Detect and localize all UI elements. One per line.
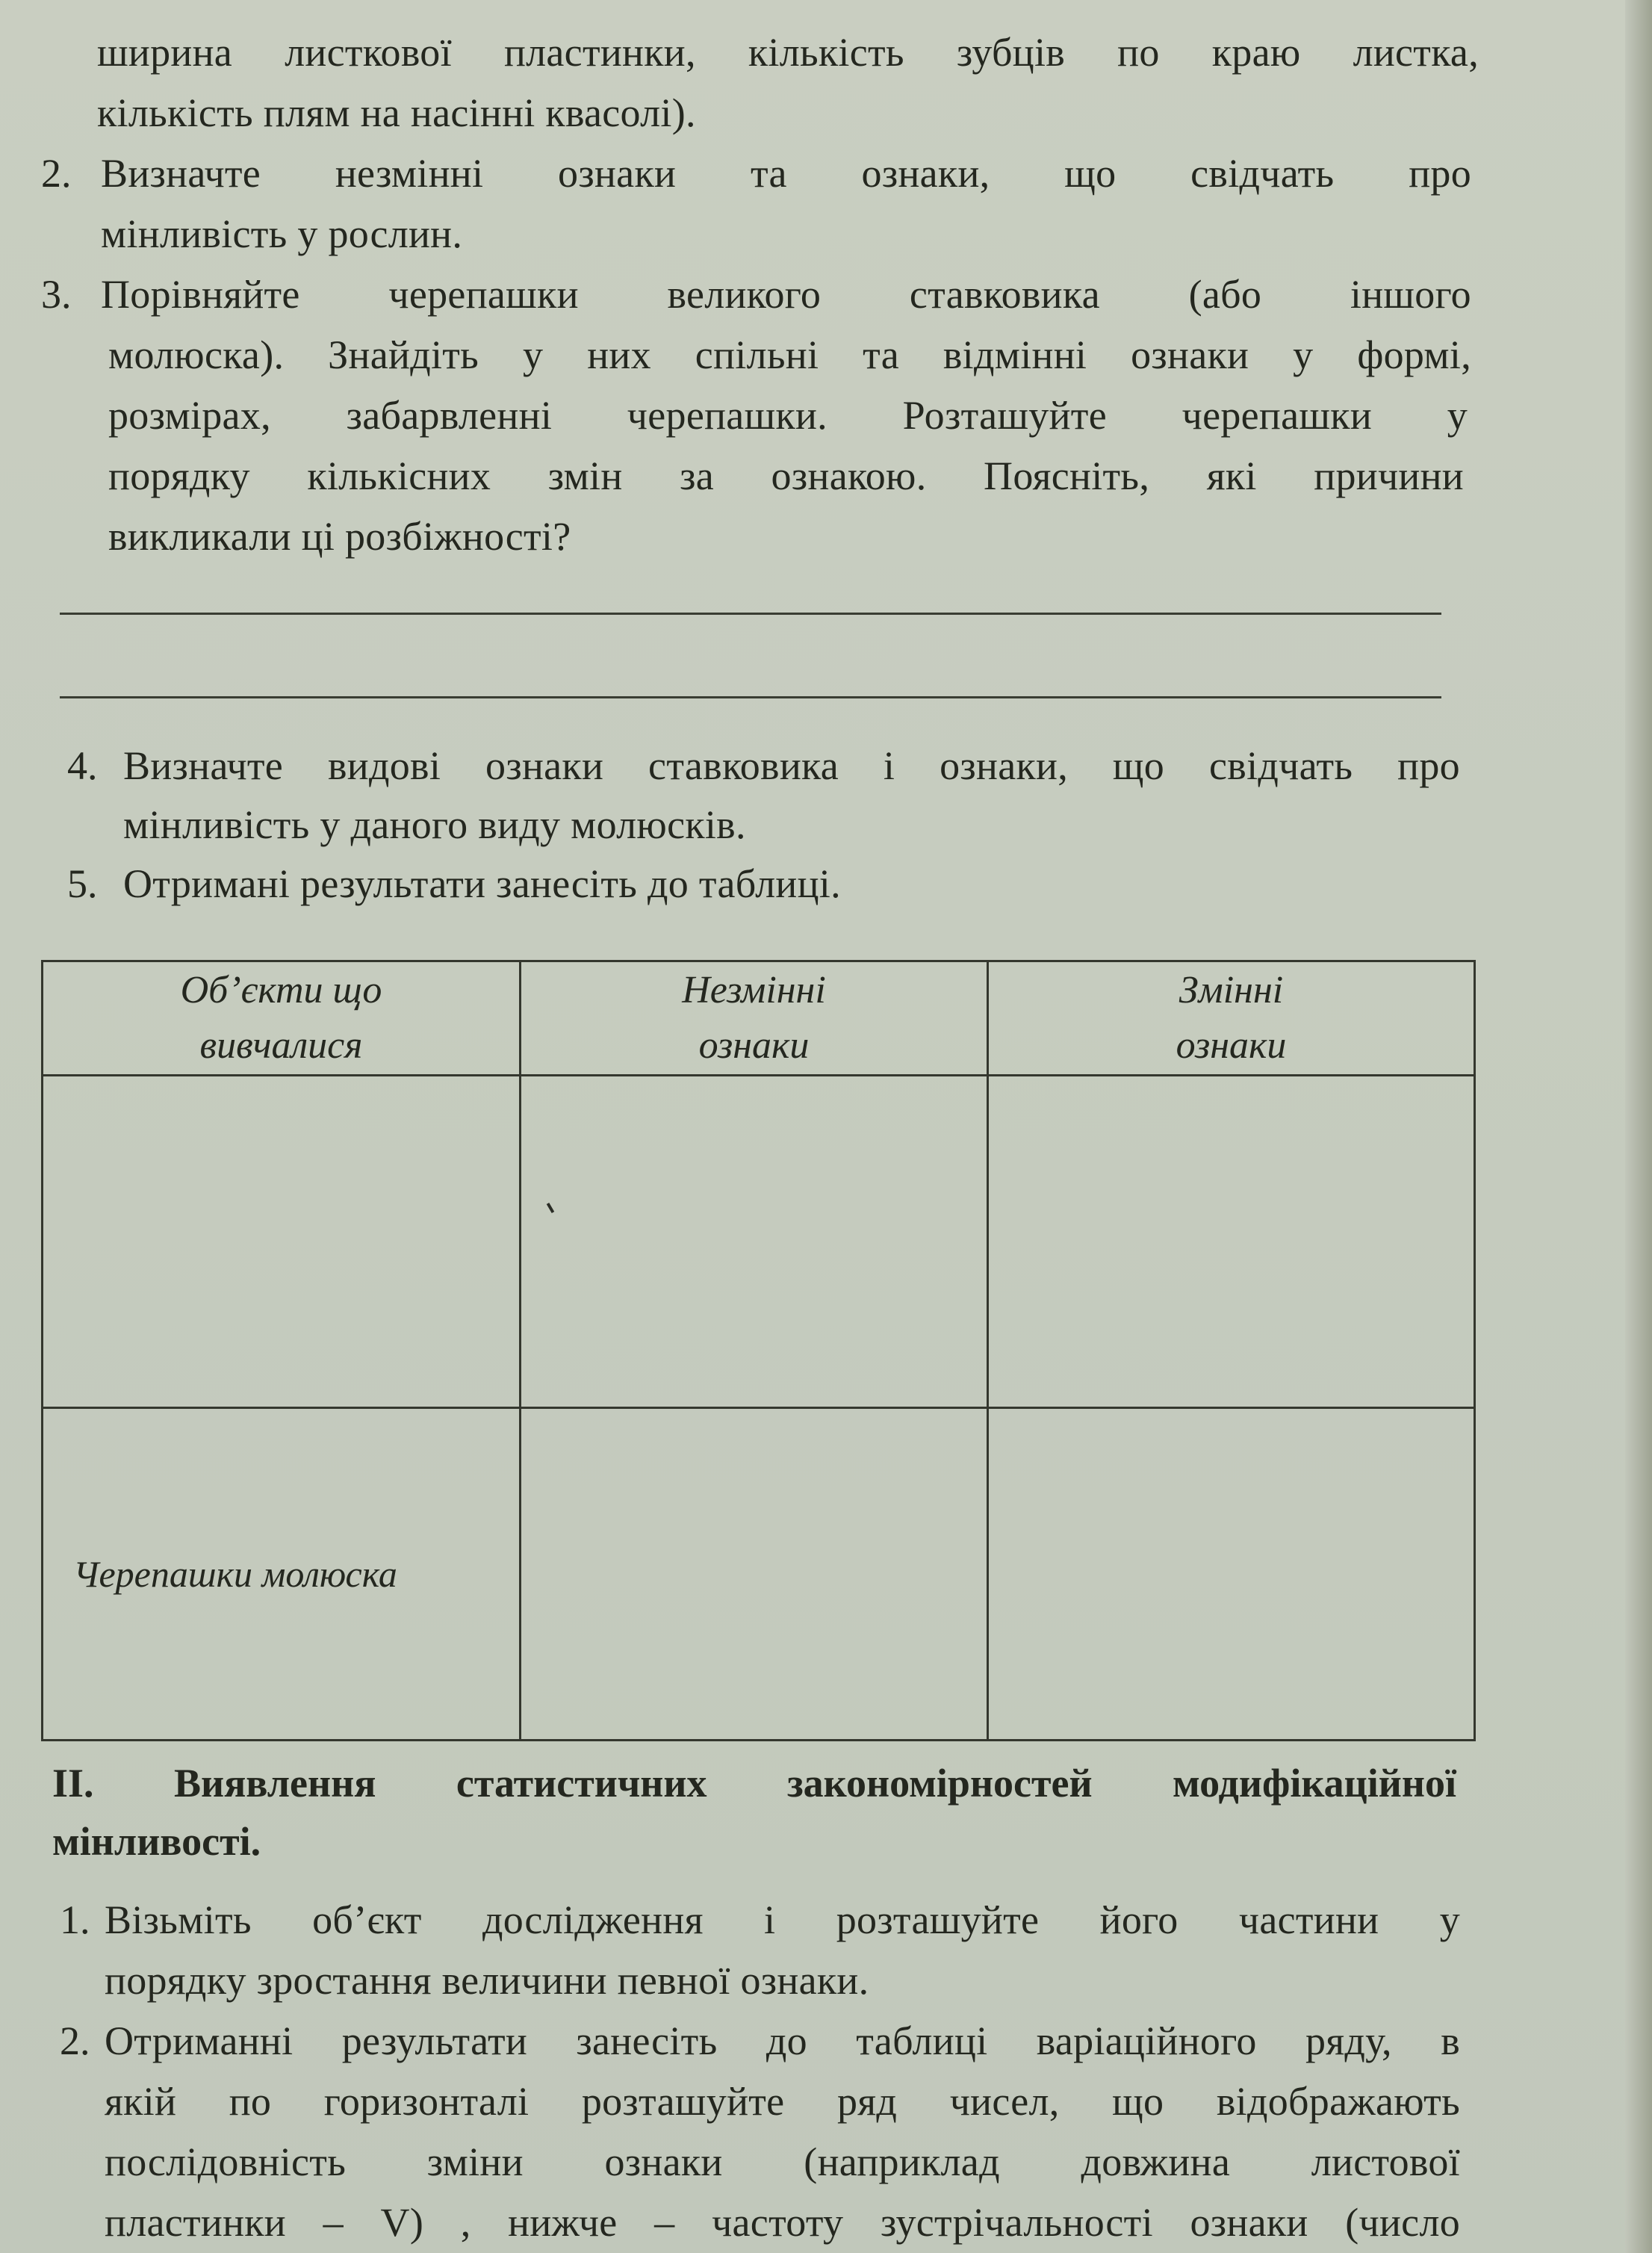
item-number: 1.: [60, 1897, 90, 1942]
text-line: якій по горизонталі розташуйте ряд чисел, що відображають: [105, 2079, 1460, 2124]
section-title: ІІ. Виявлення статистичних закономірностей модифікаційної: [52, 1761, 1456, 1806]
item-number: 5.: [67, 861, 98, 906]
results-table: [41, 960, 1476, 1741]
text-line: ширина листкової пластинки, кількість зубців по краю листка,: [97, 30, 1479, 75]
table-header-row: [43, 961, 1475, 1076]
text-line: кількість плям на насінні квасолі).: [97, 90, 696, 135]
text-line: викликали ці розбіжності?: [108, 514, 571, 559]
table-cell[interactable]: [988, 1076, 1475, 1408]
item-number: 4.: [67, 743, 98, 788]
text-line: Визначте видові ознаки ставковика і ознаки, що свідчать про: [123, 743, 1460, 788]
header-constant-traits: Незмінні ознаки: [521, 961, 988, 1076]
text-line: порядку зростання величини певної ознаки.: [105, 1958, 869, 2003]
text-line: Визначте незмінні ознаки та ознаки, що свідчать про: [101, 151, 1471, 196]
table-cell[interactable]: [521, 1408, 988, 1741]
item-number: 2.: [41, 151, 72, 196]
text-line: послідовність зміни ознаки (наприклад довжина листової: [105, 2139, 1460, 2184]
header-variable-traits: Змінні ознаки: [988, 961, 1475, 1076]
text-line: молюска). Знайдіть у них спільні та відмінні ознаки у формі,: [108, 332, 1471, 377]
text-line: пластинки – V) , нижче – частоту зустрічальності ознаки (число: [105, 2200, 1460, 2245]
table-row: [43, 1076, 1475, 1408]
text-line: Візьміть об’єкт дослідження і розташуйте його частини у: [105, 1897, 1460, 1942]
text-line: Порівняйте черепашки великого ставковика (або іншого: [101, 272, 1471, 317]
text-line: розмірах, забарвленні черепашки. Розташуйте черепашки у: [108, 393, 1468, 438]
header-objects: Об’єкти що вивчалися: [43, 961, 521, 1076]
table-cell[interactable]: [43, 1076, 521, 1408]
table-cell[interactable]: [521, 1076, 988, 1408]
text-line: Отримані результати занесіть до таблиці.: [123, 861, 841, 906]
row-label-shells: Черепашки молюска: [43, 1408, 521, 1741]
text-line: мінливість у рослин.: [101, 211, 463, 256]
item-number: 2.: [60, 2018, 90, 2063]
answer-line: [60, 696, 1441, 698]
text-line: мінливість у даного виду молюсків.: [123, 802, 746, 847]
page-edge-shadow: [1625, 0, 1652, 2253]
item-number: 3.: [41, 272, 72, 317]
text-line: порядку кількісних змін за ознакою. Поясніть, які причини: [108, 453, 1464, 498]
table-cell[interactable]: [988, 1408, 1475, 1741]
section-title-cont: мінливості.: [52, 1819, 261, 1864]
text-line: Отриманні результати занесіть до таблиці варіаційного ряду, в: [105, 2018, 1460, 2063]
table-row: [43, 1408, 1475, 1741]
answer-line: [60, 613, 1441, 615]
